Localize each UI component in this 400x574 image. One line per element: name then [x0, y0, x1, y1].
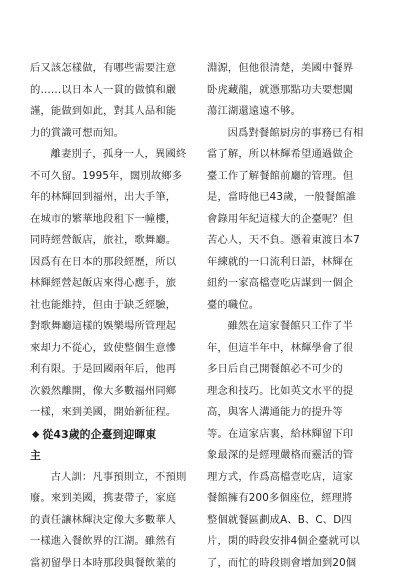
text-line: 的……以日本人一貫的做慎和嚴: [30, 80, 188, 102]
text-line: 因爲有在日本的那段經歷，所以: [30, 252, 188, 274]
text-line: 利有限。于是回國兩年后，他再: [30, 359, 188, 381]
text-line: 當初留學日本時那段與餐飲業的: [30, 553, 188, 574]
text-line: 蕩江湖還遠遠不够。: [207, 101, 367, 123]
text-line: 的責任讓林輝決定像大多數華人: [30, 510, 188, 532]
text-line: 象最深的是經理嚴格而靈活的管: [207, 445, 367, 467]
right-column: [207, 58, 367, 574]
text-line: 在城市的繁華地段租下一幢樓，: [30, 209, 188, 231]
text-line: 古人訓：凡事預則立，不預則: [30, 467, 188, 489]
text-line: 因爲對餐館厨房的事務已有相: [207, 123, 367, 145]
text-line: 不可久留。1995年，闊別故鄉多: [30, 166, 188, 188]
text-line: 了，而忙的時段則會增加到20個: [207, 553, 367, 574]
section-heading-continued: 主: [30, 445, 188, 467]
text-line: 會錄用年紀這樣大的企臺呢？但: [207, 209, 367, 231]
text-line: 一樣進入餐飲界的江湖。雖然有: [30, 531, 188, 553]
text-line: 對歌舞廳這樣的娛樂場所管理起: [30, 316, 188, 338]
text-line: 等。在這家店裏，給林輝留下印: [207, 424, 367, 446]
text-line: 多日后自己開餐館必不可少的: [207, 359, 367, 381]
text-line: 片，閑的時段安排4個企臺就可以: [207, 531, 367, 553]
text-line: 年的林輝回到福州，出大手筆，: [30, 187, 188, 209]
text-line: 謹，能做到如此，對其人品和能: [30, 101, 188, 123]
text-line: 社也能維持，但由于缺乏經驗，: [30, 295, 188, 317]
text-line: 高，與客人溝通能力的提升等: [207, 402, 367, 424]
text-line: 紐約一家高檔壹吃店謀到一個企: [207, 273, 367, 295]
text-line: 離妻別子，孤身一人，異國終: [30, 144, 188, 166]
text-line: 苦心人，天不負。憑着東渡日本7: [207, 230, 367, 252]
text-line: 餐館擁有200多個座位，經理將: [207, 488, 367, 510]
text-line: 是，當時他已43歲，一般餐館誰: [207, 187, 367, 209]
text-line: 廢。來到美國，携妻帶子，家庭: [30, 488, 188, 510]
section-heading: [30, 424, 188, 446]
text-line: 臺的職位。: [207, 295, 367, 317]
text-line: 次毅然離開，像大多數福州同鄉: [30, 381, 188, 403]
text-line: 后又該怎樣做，有哪些需要注意: [30, 58, 188, 80]
text-line: 淵源，但他很清楚，美國中餐界: [207, 58, 367, 80]
text-line: 年練就的一口流利日語，林輝在: [207, 252, 367, 274]
text-line: 林輝經營起飯店來得心應手，旅: [30, 273, 188, 295]
text-line: 力的賞識可想而知。: [30, 123, 188, 145]
left-column: [30, 58, 188, 574]
text-line: 雖然在這家餐館只工作了半: [207, 316, 367, 338]
text-line: 一樣，來到美國，開始新征程。: [30, 402, 188, 424]
text-line: 年，但這半年中，林輝學會了很: [207, 338, 367, 360]
text-line: 同時經營飯店，旅社，歌舞廳。: [30, 230, 188, 252]
text-line: 當了解，所以林輝希望通過做企: [207, 144, 367, 166]
diamond-bullet-icon: ◆: [32, 424, 39, 446]
text-line: 理念和技巧。比如英文水平的提: [207, 381, 367, 403]
text-line: 整個就餐區劃成A、B、C、D四: [207, 510, 367, 532]
text-line: 臺工作了解餐館前廳的管理。但: [207, 166, 367, 188]
section-heading-text: 從43歲的企臺到迎暉東: [42, 428, 156, 441]
text-line: 來却力不從心，致使整個生意慘: [30, 338, 188, 360]
text-line: 理方式，作爲高檔壹吃店，這家: [207, 467, 367, 489]
text-line: 卧虎藏龍，就憑那點功夫要想闖: [207, 80, 367, 102]
